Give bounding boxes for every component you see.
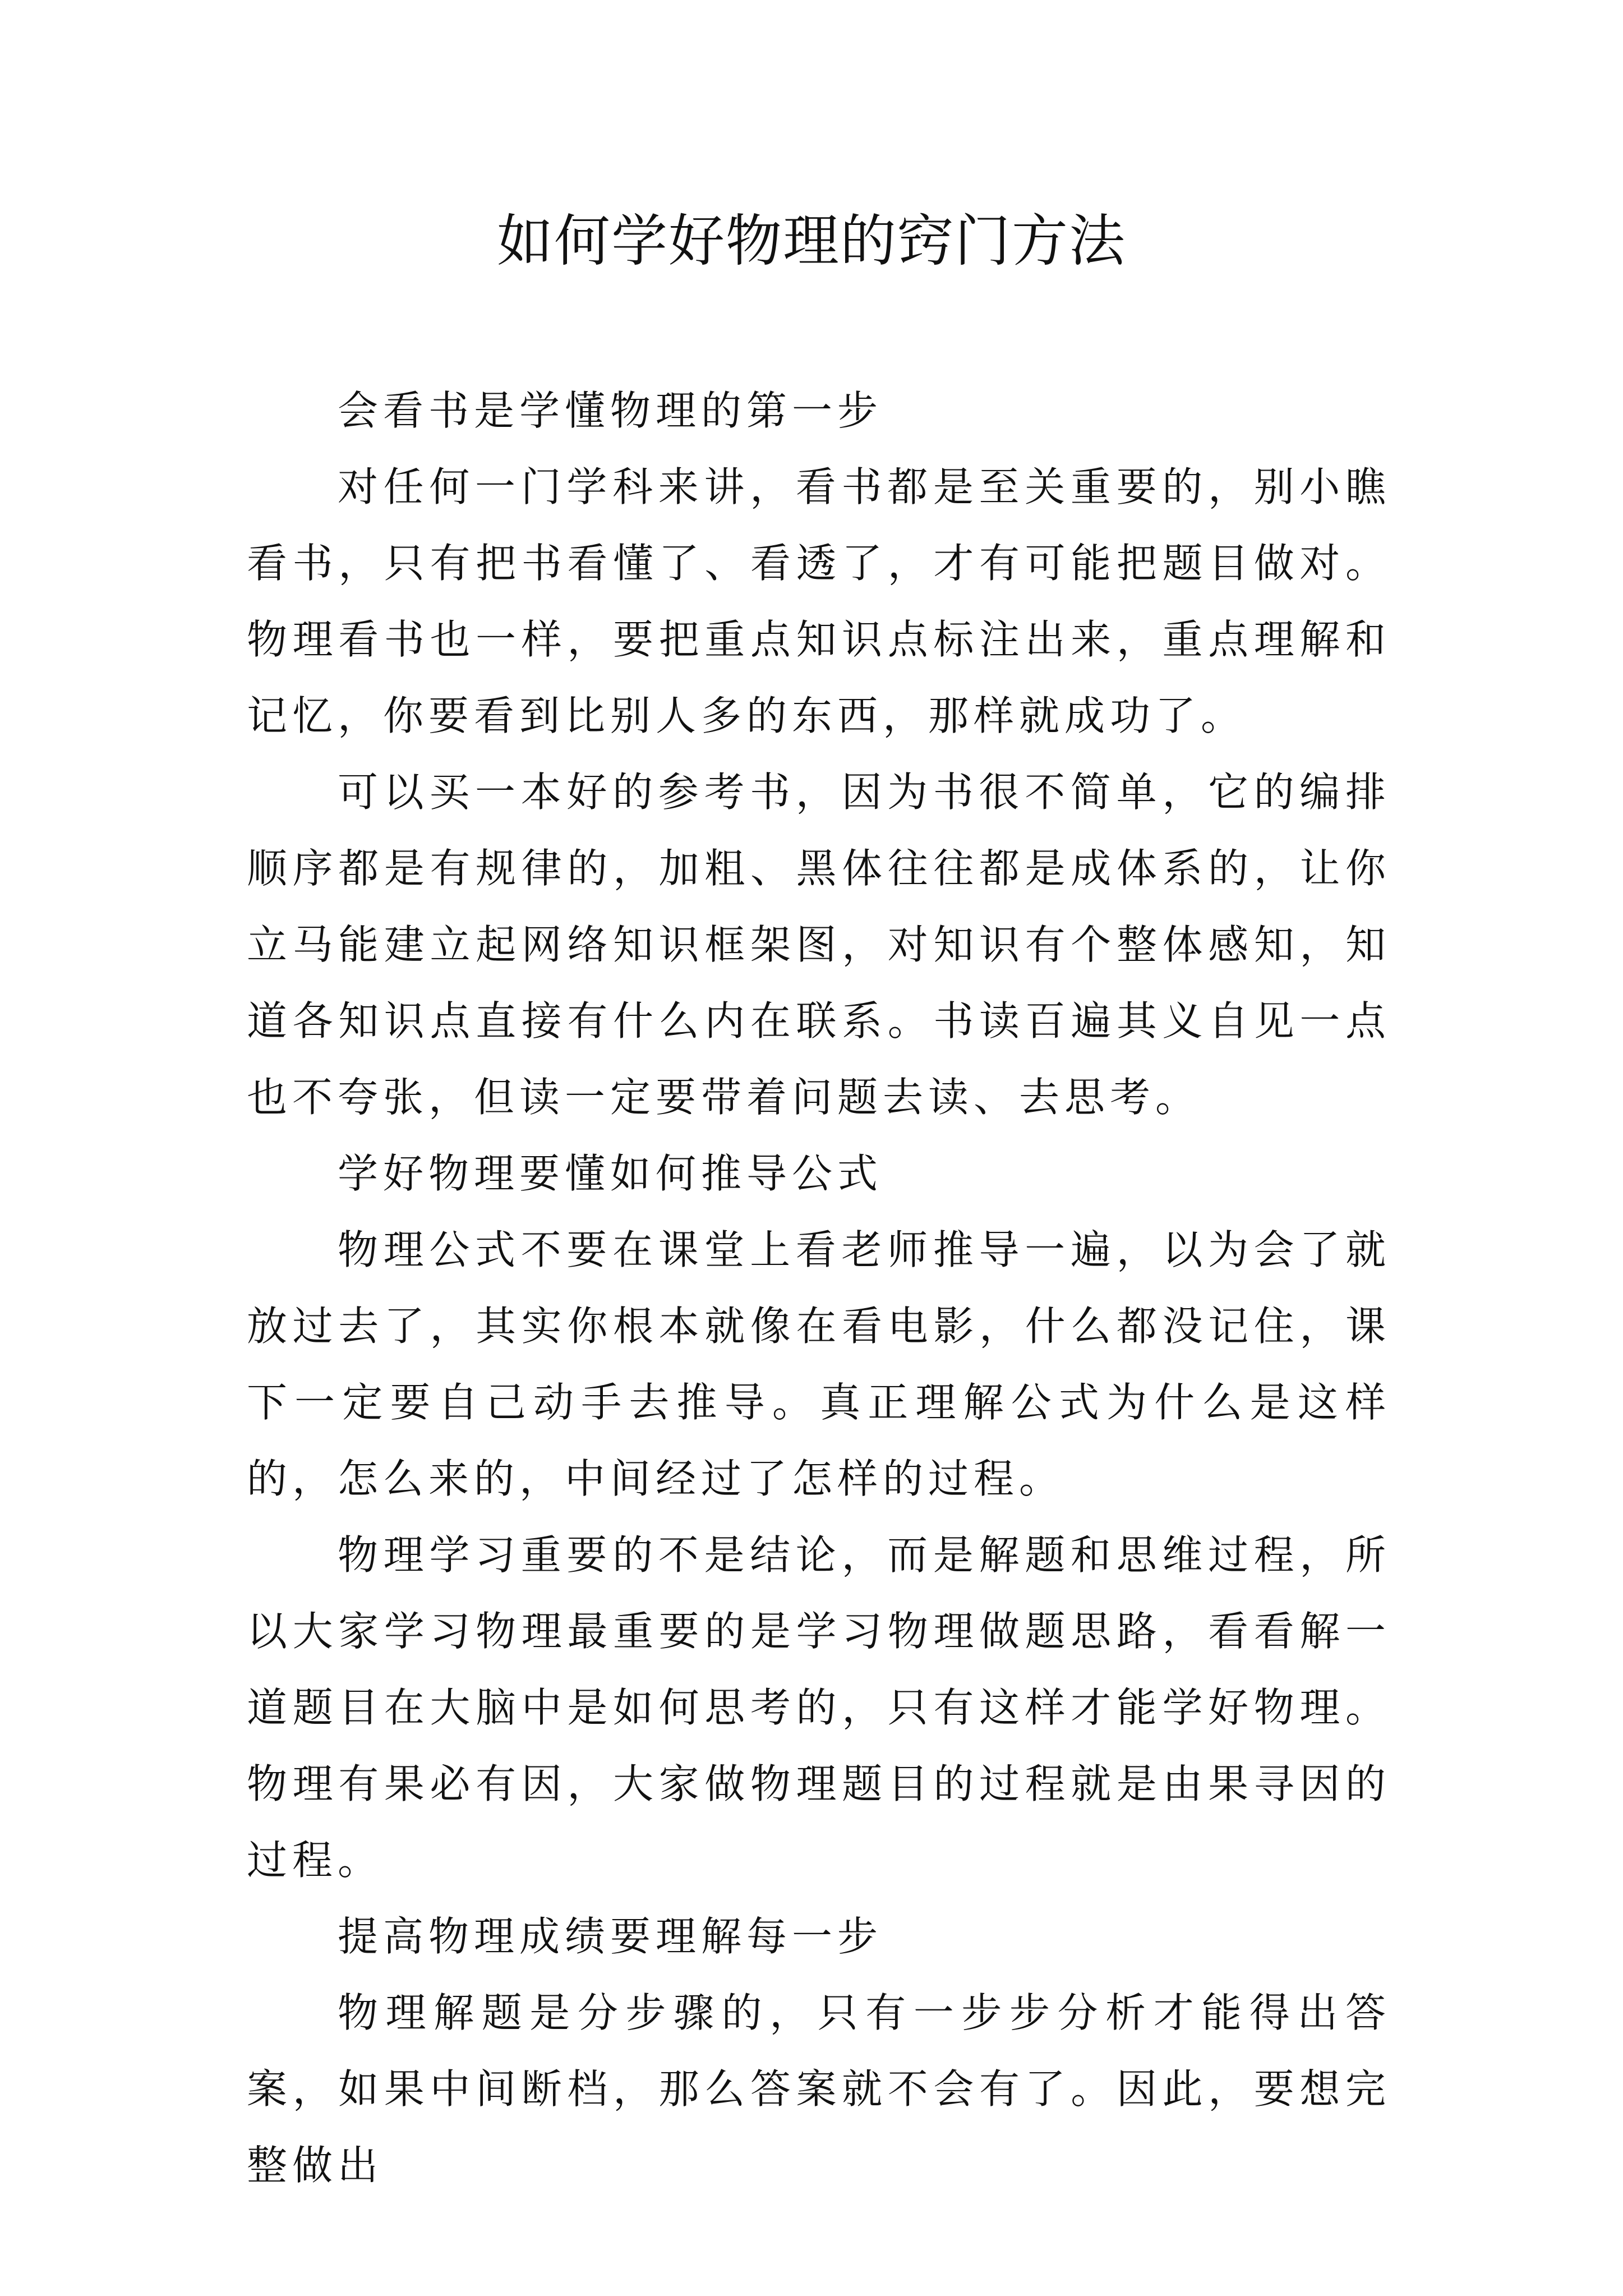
section-heading-steps: 提高物理成绩要理解每一步: [338, 1913, 883, 1960]
section-heading-formulas: 学好物理要懂如何推导公式: [338, 1150, 883, 1197]
body-paragraph: 物理公式不要在课堂上看老师推导一遍，以为会了就放过去了，其实你根本就像在看电影，什么都没记住，课下一定要自己动手去推导。真正理解公式为什么是这样的，怎么来的，中间经过了怎样的过程。: [247, 1226, 1391, 1502]
section-heading-reading: 会看书是学懂物理的第一步: [338, 387, 883, 434]
body-paragraph: 物理解题是分步骤的，只有一步步分析才能得出答案，如果中间断档，那么答案就不会有了。因此，要想完整做出: [247, 1989, 1391, 2189]
document-title: 如何学好物理的窍门方法: [497, 208, 1126, 274]
document-body: [247, 372, 1391, 2203]
body-paragraph: 物理学习重要的不是结论，而是解题和思维过程，所以大家学习物理最重要的是学习物理做题思路，看看解一道题目在大脑中是如何思考的，只有这样才能学好物理。物理有果必有因，大家做物理题目的过程就是由果寻因的过程。: [247, 1531, 1391, 1884]
body-paragraph: 对任何一门学科来讲，看书都是至关重要的，别小瞧看书，只有把书看懂了、看透了，才有可能把题目做对。物理看书也一样，要把重点知识点标注出来，重点理解和记忆，你要看到比别人多的东西，那样就成功了。: [247, 463, 1391, 739]
body-paragraph: 可以买一本好的参考书，因为书很不简单，它的编排顺序都是有规律的，加粗、黑体往往都是成体系的，让你立马能建立起网络知识框架图，对知识有个整体感知，知道各知识点直接有什么内在联系。书读百遍其义自见一点也不夸张，但读一定要带着问题去读、去思考。: [247, 769, 1391, 1121]
